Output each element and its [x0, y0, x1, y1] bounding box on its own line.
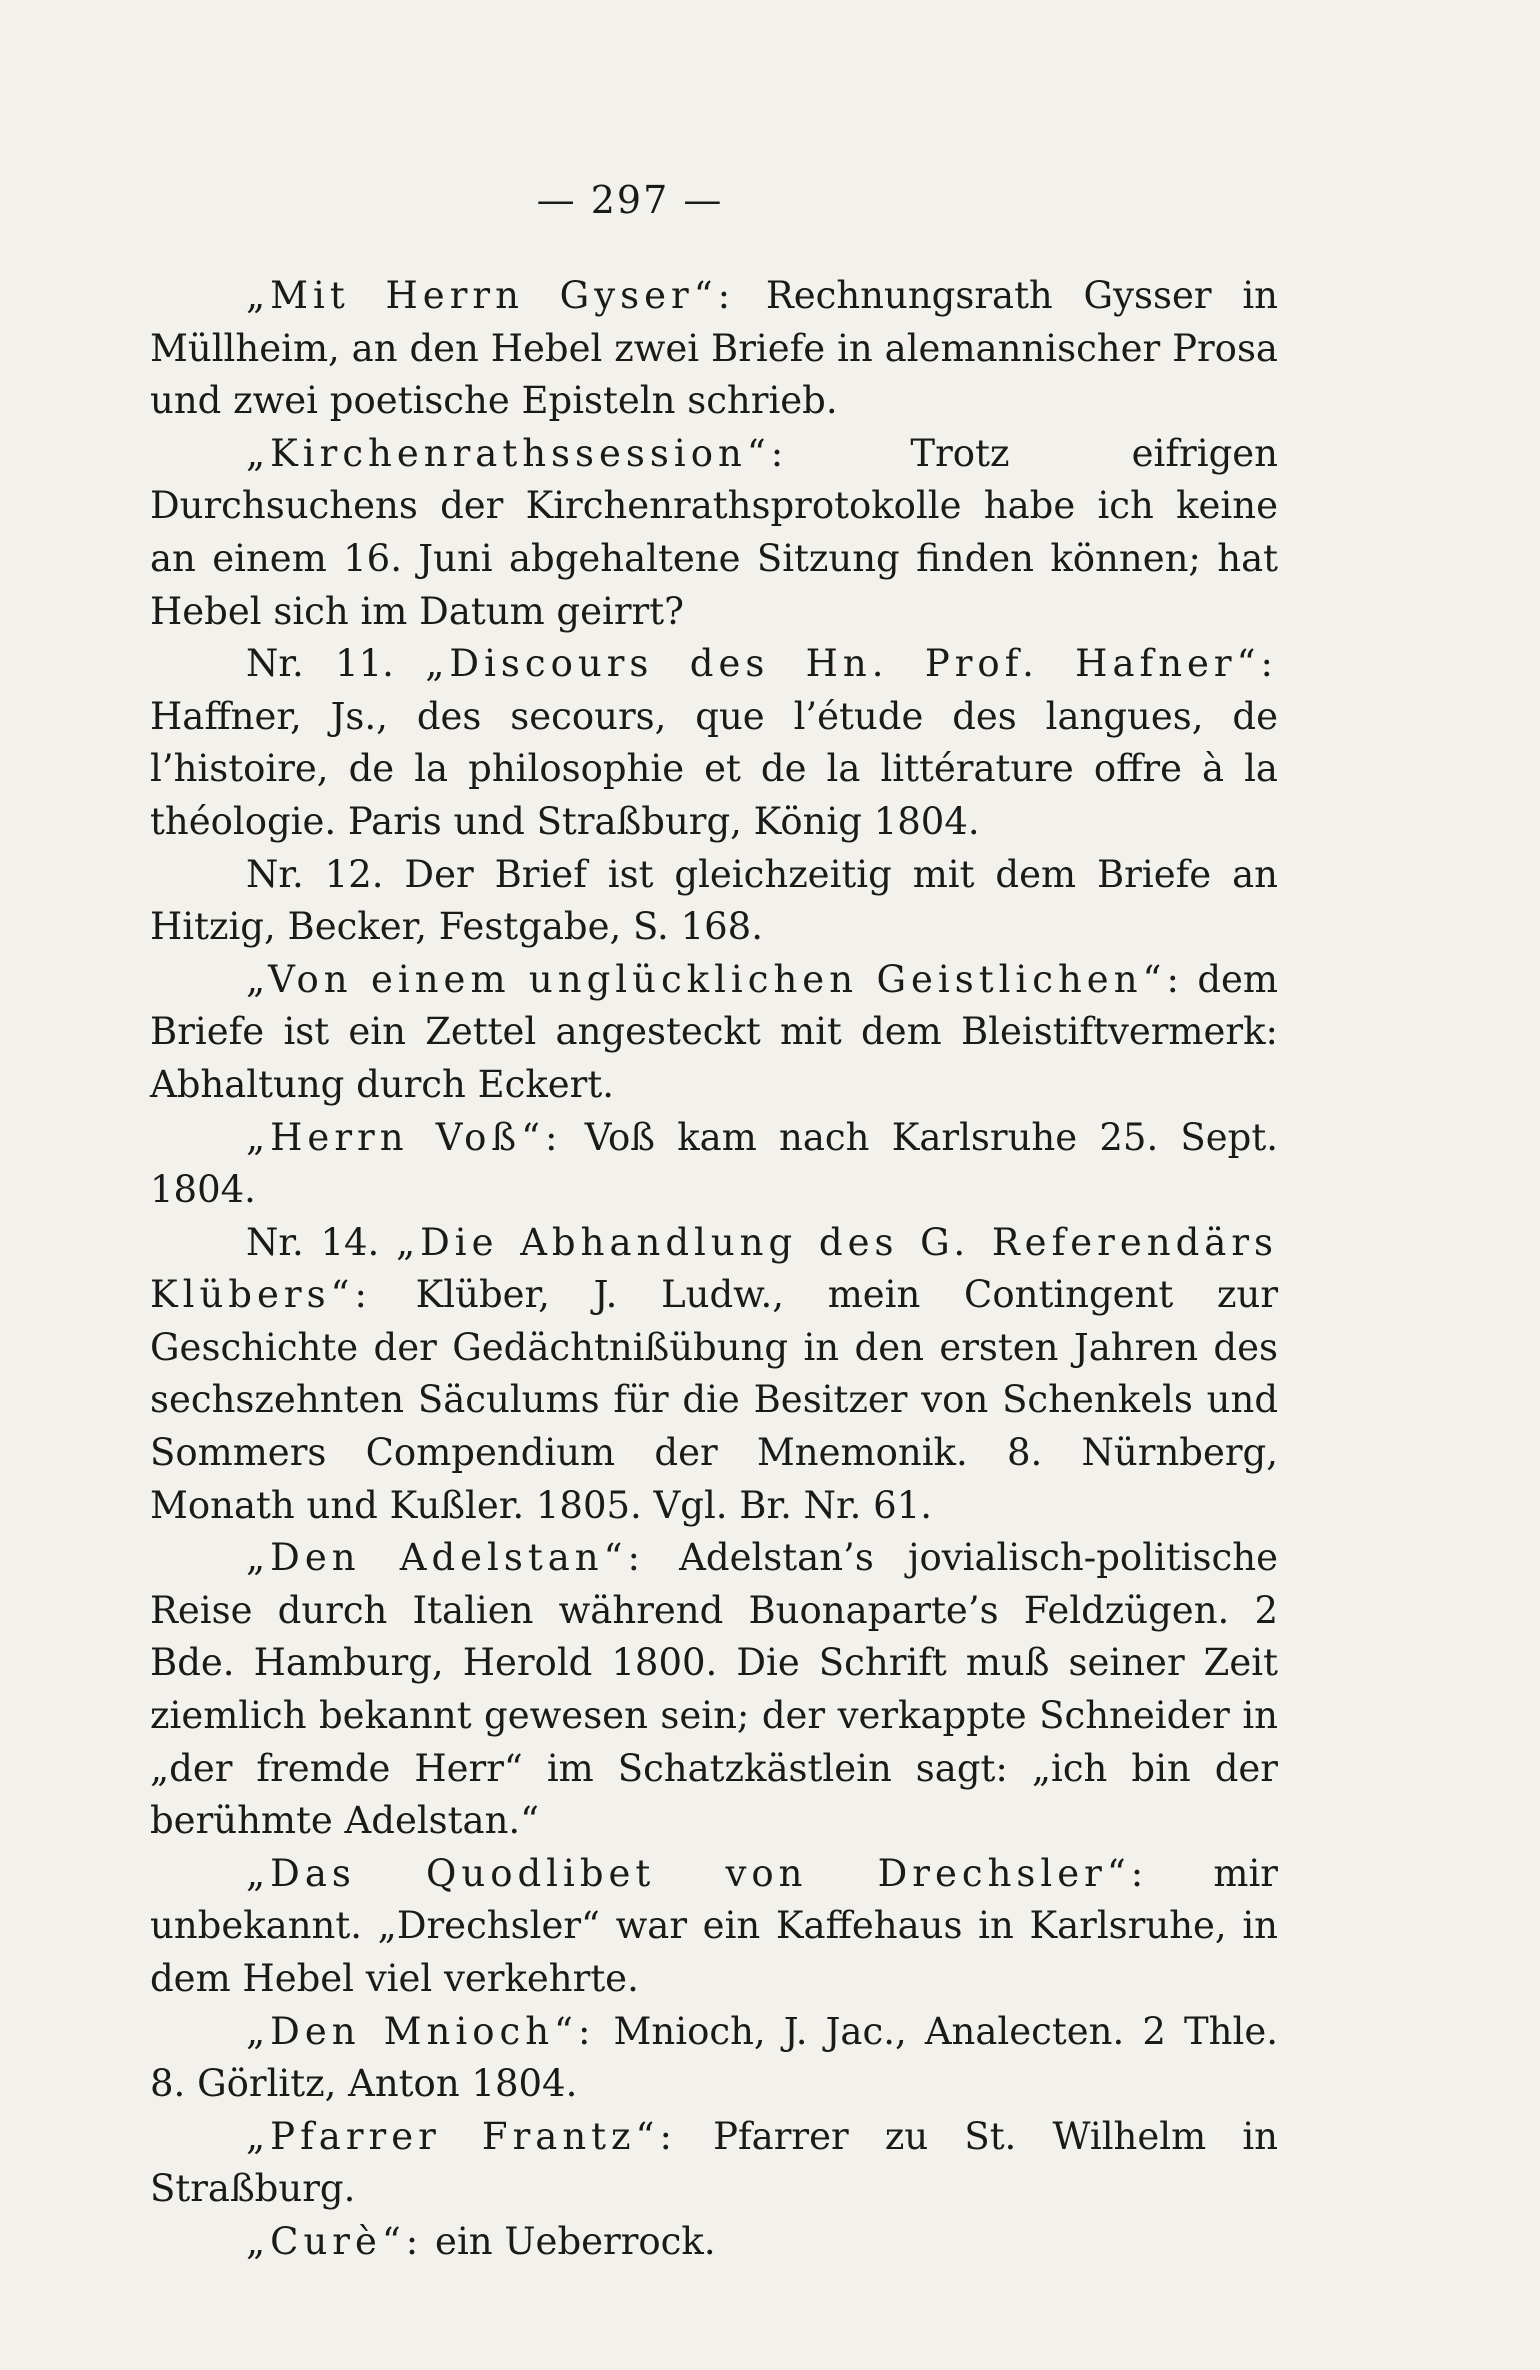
- spaced-heading: „Mit Herrn Gyser“:: [246, 274, 736, 317]
- paragraph: [150, 2111, 1278, 2216]
- spaced-heading: „Herrn Voß“:: [246, 1115, 563, 1159]
- paragraph-text: dem Briefe ist ein Zettel angesteckt mit dem Bleistiftvermerk: Abhaltung durch Eckert.: [150, 957, 1278, 1106]
- paragraph-text: Voß kam nach Karlsruhe 25. Sept. 1804.: [150, 1115, 1278, 1212]
- paragraph: [150, 1217, 1278, 1533]
- paragraph: [150, 638, 1278, 848]
- paragraph-text: Pfarrer zu St. Wilhelm in Straßburg.: [150, 2114, 1278, 2211]
- paragraph: [150, 2216, 1278, 2269]
- paragraph: [150, 1532, 1278, 1848]
- paragraph: [150, 2006, 1278, 2111]
- main-text: [150, 270, 1278, 2269]
- paragraph-text: Trotz eifrigen Durchsuchens der Kirchenrathsprotokolle habe ich keine an einem 16. Juni abgehaltene Sitzung finden können; hat Hebel sich im Datum geirrt?: [150, 431, 1278, 633]
- item-number: Nr. 11.: [246, 642, 426, 686]
- spaced-heading: „Discours des Hn. Prof. Hafner“:: [425, 642, 1278, 686]
- page-number: — 297 —: [536, 178, 724, 222]
- paragraph-text: mir unbekannt. „Drechsler“ war ein Kaffehaus in Karlsruhe, in dem Hebel viel verkehrte.: [150, 1851, 1278, 2000]
- spaced-heading: „Curè“:: [246, 2219, 424, 2263]
- paragraph-text: Rechnungsrath Gysser in Müllheim, an den Hebel zwei Briefe in alemannischer Prosa und zwei poetische Episteln schrieb.: [150, 274, 1278, 423]
- paragraph-text: ein Ueberrock.: [423, 2219, 716, 2263]
- paragraph-text: Haffner, Js., des secours, que l’étude des langues, de l’histoire, de la philosophie et de la littérature offre à la théologie. Paris und Straßburg, König 1804.: [150, 694, 1278, 843]
- paragraph: [150, 1112, 1278, 1217]
- paragraph: [150, 954, 1278, 1112]
- spaced-heading: „Von einem unglücklichen Geistlichen“:: [246, 957, 1184, 1001]
- paragraph-text: Nr. 12. Der Brief ist gleichzeitig mit dem Briefe an Hitzig, Becker, Festgabe, S. 168.: [150, 852, 1278, 949]
- spaced-heading: „Pfarrer Frantz“:: [246, 2114, 677, 2158]
- spaced-heading: „Die Abhandlung des G. Referendärs Klübers“:: [150, 1220, 1278, 1317]
- spaced-heading: „Kirchenrathssession“:: [246, 431, 789, 475]
- paragraph: [150, 849, 1278, 954]
- paragraph: [150, 270, 1278, 428]
- spaced-heading: „Den Mnioch“:: [246, 2009, 596, 2053]
- paragraph: [150, 428, 1278, 638]
- paragraph-text: Mnioch, J. Jac., Analecten. 2 Thle. 8. Görlitz, Anton 1804.: [150, 2009, 1278, 2106]
- item-number: Nr. 14.: [246, 1220, 396, 1264]
- spaced-heading: „Das Quodlibet von Drechsler“:: [246, 1851, 1149, 1895]
- paragraph-text: Adelstan’s jovialisch-politische Reise durch Italien während Buonaparte’s Feldzügen. 2 Bde. Hamburg, Herold 1800. Die Schrift muß seiner Zeit ziemlich bekannt gewesen sein; der verkappte Schneider in „der fremde Herr“ im Schatzkästlein sagt: „ich bin der berühmte Adelstan.“: [150, 1536, 1278, 1843]
- spaced-heading: „Den Adelstan“:: [246, 1536, 645, 1580]
- paragraph-text: Klüber, J. Ludw., mein Contingent zur Geschichte der Gedächtnißübung in den ersten Jahren des sechszehnten Säculums für die Besitzer von Schenkels und Sommers Compendium der Mnemonik. 8. Nürnberg, Monath und Kußler. 1805. Vgl. Br. Nr. 61.: [150, 1273, 1278, 1527]
- paragraph: [150, 1848, 1278, 2006]
